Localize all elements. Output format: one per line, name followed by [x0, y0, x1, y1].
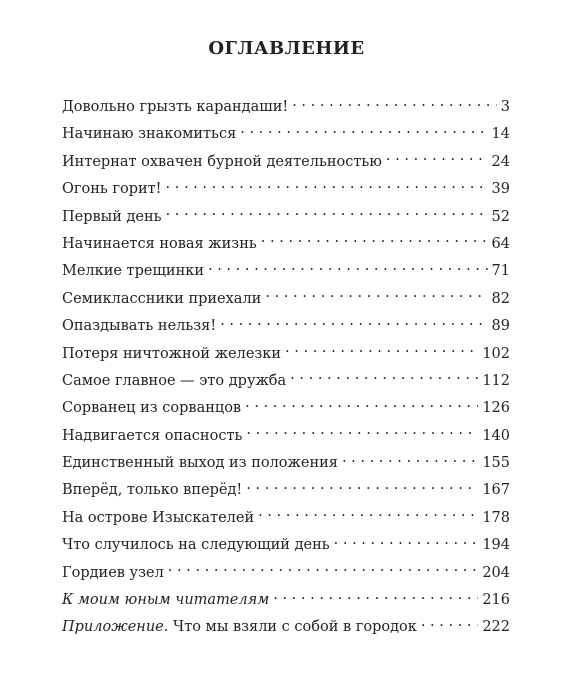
- toc-entry-title: Вперёд, только вперёд!: [62, 482, 243, 499]
- dot-leader: [273, 590, 478, 605]
- toc-entry-title: Огонь горит!: [62, 181, 162, 198]
- toc-entry-title: Семиклассники приехали: [62, 290, 262, 307]
- dot-leader: [246, 480, 478, 495]
- dot-leader: [246, 425, 478, 440]
- toc-entry-page: 112: [482, 372, 510, 389]
- toc-entry[interactable]: [62, 614, 510, 641]
- dot-leader: [166, 179, 488, 194]
- toc-entry[interactable]: [62, 532, 510, 559]
- toc-entry-page: 82: [491, 290, 510, 307]
- toc-entry-page: 222: [482, 619, 510, 636]
- toc-entry-page: 52: [491, 208, 510, 225]
- toc-entry-title: Начинаю знакомиться: [62, 126, 237, 143]
- toc-entry-title: На острове Изыскателей: [62, 509, 255, 526]
- dot-leader: [258, 507, 478, 522]
- toc-entry-page: 14: [491, 126, 510, 143]
- toc-entry[interactable]: [62, 231, 510, 258]
- toc-entry[interactable]: [62, 286, 510, 313]
- toc-entry[interactable]: [62, 149, 510, 176]
- toc-entry-page: 140: [482, 427, 510, 444]
- toc-entry-page: 89: [491, 318, 510, 335]
- toc-entry[interactable]: [62, 94, 510, 121]
- toc-entry[interactable]: [62, 423, 510, 450]
- dot-leader: [220, 316, 487, 331]
- toc-entry-page: 194: [482, 537, 510, 554]
- toc-entry[interactable]: [62, 477, 510, 504]
- dot-leader: [290, 370, 478, 385]
- dot-leader: [168, 562, 479, 577]
- toc-entry-page: 102: [482, 345, 510, 362]
- toc-entry-title: К моим юным читателям: [62, 592, 270, 609]
- toc-entry-title: Единственный выход из положения: [62, 455, 338, 472]
- toc-entry[interactable]: [62, 505, 510, 532]
- toc-entry-title: Сорванец из сорванцов: [62, 400, 242, 417]
- dot-leader: [334, 535, 479, 550]
- toc-entry-page: 24: [491, 153, 510, 170]
- dot-leader: [285, 343, 478, 358]
- dot-leader: [386, 151, 488, 166]
- toc-entry-title: Гордиев узел: [62, 564, 164, 581]
- dot-leader: [421, 617, 478, 632]
- toc-entry[interactable]: [62, 204, 510, 231]
- toc-entry-page: 216: [482, 592, 510, 609]
- toc-entry-title: Что случилось на следующий день: [62, 537, 330, 554]
- toc-entry-title: Первый день: [62, 208, 162, 225]
- dot-leader: [261, 233, 488, 248]
- toc-entry-title: Довольно грызть карандаши!: [62, 99, 289, 115]
- toc-entry-page: 167: [482, 482, 510, 499]
- toc-entry-title: Опаздывать нельзя!: [62, 318, 217, 335]
- dot-leader: [240, 124, 487, 139]
- toc-entry-page: 178: [482, 509, 510, 526]
- toc-entry[interactable]: [62, 368, 510, 395]
- toc-entry-page: 39: [491, 181, 510, 198]
- toc-entry[interactable]: [62, 450, 510, 477]
- toc-entry[interactable]: [62, 258, 510, 285]
- toc-list: [62, 94, 510, 642]
- toc-entry-title: Самое главное — это дружба: [62, 372, 287, 389]
- dot-leader: [265, 288, 487, 303]
- toc-entry-title: Начинается новая жизнь: [62, 235, 257, 252]
- dot-leader: [342, 453, 478, 468]
- page-title: ОГЛАВЛЕНИЕ: [208, 38, 365, 59]
- toc-entry-page: 64: [491, 235, 510, 252]
- dot-leader: [166, 206, 488, 221]
- toc-entry-page: 71: [491, 263, 510, 280]
- toc-entry-title: Приложение. Что мы взяли с собой в городок: [62, 619, 417, 636]
- toc-entry-title: Мелкие трещинки: [62, 263, 204, 280]
- dot-leader: [208, 261, 488, 276]
- toc-entry[interactable]: [62, 341, 510, 368]
- toc-entry[interactable]: [62, 121, 510, 148]
- toc-entry-title: Потеря ничтожной железки: [62, 345, 282, 362]
- toc-entry-page: 204: [482, 564, 510, 581]
- toc-entry[interactable]: [62, 176, 510, 203]
- toc-entry[interactable]: [62, 560, 510, 587]
- toc-entry-page: 155: [482, 455, 510, 472]
- toc-entry-page: 126: [482, 400, 510, 417]
- toc-entry[interactable]: [62, 313, 510, 340]
- dot-leader: [292, 97, 497, 112]
- toc-entry[interactable]: [62, 395, 510, 422]
- dot-leader: [245, 398, 478, 413]
- toc-entry-page: 3: [500, 99, 510, 115]
- toc-entry-title: Интернат охвачен бурной деятельностью: [62, 153, 382, 170]
- toc-entry[interactable]: [62, 587, 510, 614]
- toc-entry-title: Надвигается опасность: [62, 427, 243, 444]
